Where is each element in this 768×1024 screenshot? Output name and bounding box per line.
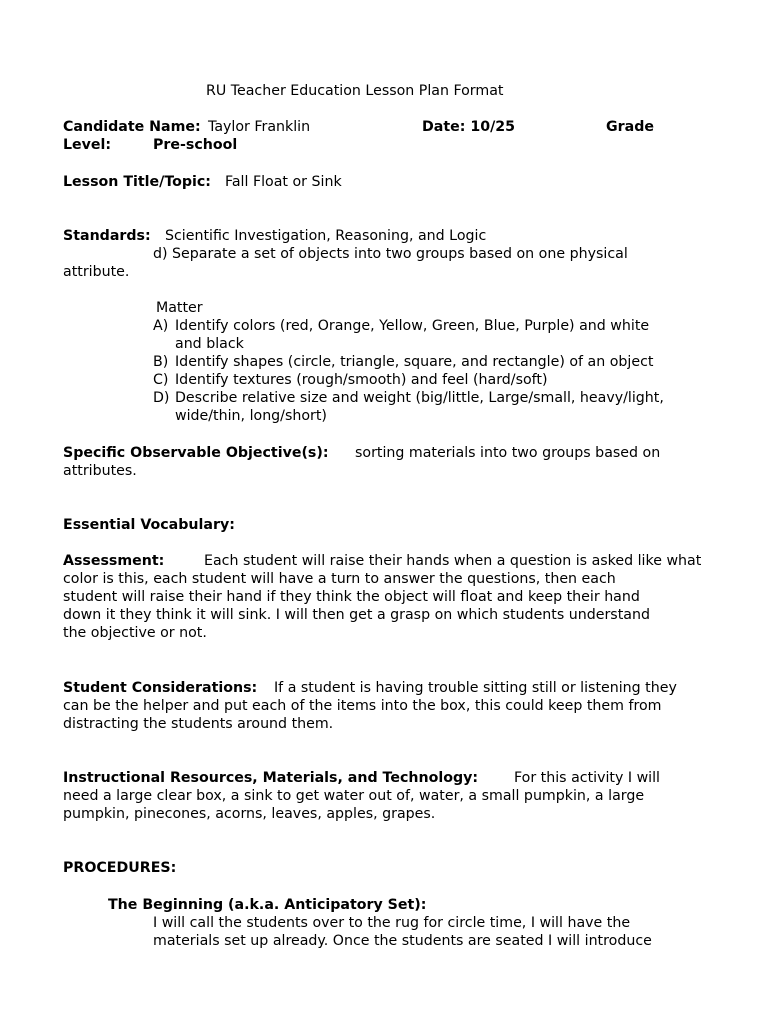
objective-label: Specific Observable Objective(s): [63, 445, 329, 461]
lesson-title-value: Fall Float or Sink [225, 174, 342, 190]
considerations-line: can be the helper and put each of the items into the box, this could keep them from [63, 698, 662, 714]
standard-d-line2: attribute. [63, 264, 130, 280]
matter-heading: Matter [156, 300, 203, 316]
level-label: Level: [63, 137, 112, 153]
assessment-line: student will raise their hand if they think the object will float and keep their hand [63, 589, 640, 605]
resources-line: For this activity I will [514, 770, 661, 786]
assessment-line: color is this, each student will have a turn to answer the questions, then each [63, 571, 616, 587]
resources-line: pumpkin, pinecones, acorns, leaves, apples, grapes. [63, 806, 436, 822]
matter-item-text: Identify textures (rough/smooth) and feel (hard/soft) [175, 372, 548, 388]
assessment-line: the objective or not. [63, 625, 207, 641]
date-label: Date: 10/25 [422, 119, 516, 135]
lesson-title-label: Lesson Title/Topic: [63, 174, 211, 190]
matter-item-marker: D) [153, 390, 170, 406]
grade-label: Grade [606, 119, 654, 135]
level-value: Pre-school [153, 137, 238, 153]
matter-item-marker: A) [153, 318, 169, 334]
assessment-line: Each student will raise their hands when a question is asked like what [204, 553, 702, 569]
standard-d-line1: d) Separate a set of objects into two groups based on one physical [153, 246, 628, 262]
matter-item-text: Identify shapes (circle, triangle, square, and rectangle) of an object [175, 354, 654, 370]
procedures-label: PROCEDURES: [63, 860, 177, 876]
candidate-name-value: Taylor Franklin [208, 119, 311, 135]
objective-line2: attributes. [63, 463, 137, 479]
assessment-line: down it they think it will sink. I will then get a grasp on which students understand [63, 607, 650, 623]
beginning-line: I will call the students over to the rug for circle time, I will have the [153, 915, 631, 931]
matter-item-text: Identify colors (red, Orange, Yellow, Green, Blue, Purple) and white [175, 318, 650, 334]
resources-line: need a large clear box, a sink to get water out of, water, a small pumpkin, a large [63, 788, 645, 804]
matter-item-text: Describe relative size and weight (big/little, Large/small, heavy/light, [175, 390, 664, 406]
considerations-line: If a student is having trouble sitting still or listening they [274, 680, 677, 696]
matter-item-marker: C) [153, 372, 169, 388]
candidate-name-label: Candidate Name: [63, 119, 201, 135]
matter-item-text-cont: wide/thin, long/short) [175, 408, 327, 424]
assessment-label: Assessment: [63, 553, 165, 569]
standards-value: Scientific Investigation, Reasoning, and Logic [165, 228, 487, 244]
vocabulary-label: Essential Vocabulary: [63, 517, 235, 533]
matter-item-text-cont: and black [175, 336, 244, 352]
considerations-line: distracting the students around them. [63, 716, 334, 732]
considerations-label: Student Considerations: [63, 680, 258, 696]
document-title: RU Teacher Education Lesson Plan Format [206, 83, 504, 99]
beginning-line: materials set up already. Once the students are seated I will introduce [153, 933, 652, 949]
resources-label: Instructional Resources, Materials, and Technology: [63, 770, 479, 786]
matter-item-marker: B) [153, 354, 169, 370]
standards-label: Standards: [63, 228, 151, 244]
objective-line1: sorting materials into two groups based on [355, 445, 661, 461]
beginning-label: The Beginning (a.k.a. Anticipatory Set): [108, 897, 427, 913]
